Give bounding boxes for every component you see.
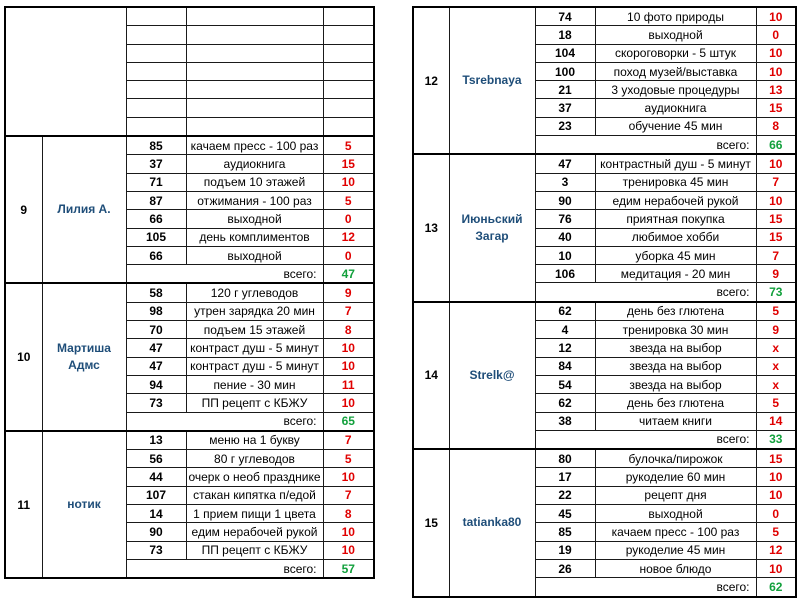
task-code: 70 [126,321,186,339]
task-name: выходной [186,246,323,264]
task-points: 14 [756,412,796,430]
task-code: 87 [126,191,186,209]
participant-number: 11 [5,431,42,578]
task-points: x [756,375,796,393]
task-code: 38 [535,412,595,430]
task-name: звезда на выбор [595,375,756,393]
total-value: 62 [756,578,796,597]
task-name: любимое хобби [595,228,756,246]
blank-cell [126,117,186,136]
task-points: 9 [323,283,374,302]
blank-cell [186,44,323,62]
participant-name: Strelk@ [449,302,535,449]
blank-cell [323,7,374,26]
task-points: 10 [323,468,374,486]
task-points: 5 [323,191,374,209]
total-label: всего: [126,265,323,284]
blank-cell [323,44,374,62]
blank-cell [186,26,323,44]
task-points: 7 [756,173,796,191]
task-code: 14 [126,505,186,523]
task-name: рецепт дня [595,486,756,504]
task-code: 10 [535,246,595,264]
task-name: булочка/пирожок [595,449,756,468]
participant-name: нотик [42,431,126,578]
task-points: 13 [756,81,796,99]
task-name: едим нерабочей рукой [595,191,756,209]
task-points: 8 [323,321,374,339]
task-name: контраст душ - 5 минут [186,339,323,357]
blank-cell [323,99,374,117]
task-name: тренировка 30 мин [595,321,756,339]
task-name: стакан кипятка п/едой [186,486,323,504]
task-name: подъем 15 этажей [186,321,323,339]
participant-name: Июньский Загар [449,154,535,301]
blank-cell [186,81,323,99]
task-points: 8 [756,117,796,135]
task-points: 7 [323,486,374,504]
total-label: всего: [535,430,756,449]
task-code: 18 [535,26,595,44]
task-points: 15 [756,449,796,468]
participant-number: 9 [5,136,42,283]
task-name: ПП рецепт с КБЖУ [186,394,323,412]
task-code: 90 [535,191,595,209]
task-points: 10 [323,357,374,375]
task-name: новое блюдо [595,559,756,577]
table-row [5,283,374,302]
task-points: 10 [756,154,796,173]
task-code: 100 [535,62,595,80]
task-code: 85 [126,136,186,155]
task-name: отжимания - 100 раз [186,191,323,209]
blank-cell [126,62,186,80]
task-code: 66 [126,210,186,228]
task-code: 58 [126,283,186,302]
task-points: 15 [756,99,796,117]
blank-cell [126,26,186,44]
task-code: 104 [535,44,595,62]
task-points: 9 [756,265,796,283]
table-row [413,449,796,468]
task-name: звезда на выбор [595,357,756,375]
task-points: 10 [756,7,796,26]
task-name: 3 уходовые процедуры [595,81,756,99]
blank-group-cell [5,7,126,136]
table-row [413,7,796,26]
task-code: 62 [535,302,595,321]
participant-number: 10 [5,283,42,430]
task-code: 23 [535,117,595,135]
task-code: 3 [535,173,595,191]
task-code: 4 [535,321,595,339]
task-name: день комплиментов [186,228,323,246]
task-code: 98 [126,302,186,320]
task-name: тренировка 45 мин [595,173,756,191]
task-points: 5 [756,302,796,321]
task-name: аудиокнига [595,99,756,117]
task-code: 40 [535,228,595,246]
task-points: 5 [756,394,796,412]
task-name: ПП рецепт с КБЖУ [186,541,323,559]
task-code: 71 [126,173,186,191]
total-label: всего: [535,283,756,302]
task-name: день без глютена [595,302,756,321]
task-code: 13 [126,431,186,450]
total-value: 57 [323,559,374,578]
task-points: 10 [323,339,374,357]
task-code: 21 [535,81,595,99]
task-code: 94 [126,375,186,393]
task-points: 10 [756,44,796,62]
task-name: рукоделие 45 мин [595,541,756,559]
participant-number: 13 [413,154,449,301]
task-code: 85 [535,523,595,541]
participant-name: Лилия А. [42,136,126,283]
task-points: 10 [756,191,796,209]
task-name: читаем книги [595,412,756,430]
task-name: выходной [595,26,756,44]
task-code: 37 [126,155,186,173]
task-code: 66 [126,246,186,264]
task-code: 45 [535,505,595,523]
task-points: 10 [323,173,374,191]
task-code: 47 [535,154,595,173]
task-code: 105 [126,228,186,246]
task-points: 15 [756,228,796,246]
task-name: подъем 10 этажей [186,173,323,191]
blank-cell [186,7,323,26]
task-points: 10 [756,62,796,80]
task-code: 44 [126,468,186,486]
task-code: 73 [126,541,186,559]
task-points: 7 [323,302,374,320]
task-name: приятная покупка [595,210,756,228]
total-label: всего: [126,412,323,431]
task-name: медитация - 20 мин [595,265,756,283]
task-name: скороговорки - 5 штук [595,44,756,62]
task-name: 120 г углеводов [186,283,323,302]
task-points: 10 [756,468,796,486]
task-points: 5 [323,136,374,155]
task-points: 0 [323,246,374,264]
task-points: 12 [756,541,796,559]
blank-cell [126,81,186,99]
task-name: аудиокнига [186,155,323,173]
participant-name: Мартиша Адмс [42,283,126,430]
task-code: 74 [535,7,595,26]
task-name: рукоделие 60 мин [595,468,756,486]
table-row [5,431,374,450]
total-value: 47 [323,265,374,284]
participant-name: Tsrebnaya [449,7,535,154]
task-name: меню на 1 букву [186,431,323,450]
participant-name: tatianka80 [449,449,535,596]
total-label: всего: [535,136,756,155]
task-points: 15 [323,155,374,173]
blank-cell [126,7,186,26]
task-points: 0 [756,26,796,44]
task-name: пение - 30 мин [186,375,323,393]
blank-cell [186,62,323,80]
blank-cell [126,44,186,62]
task-code: 107 [126,486,186,504]
task-name: звезда на выбор [595,339,756,357]
task-name: едим нерабочей рукой [186,523,323,541]
task-code: 76 [535,210,595,228]
table-row [5,136,374,155]
total-value: 73 [756,283,796,302]
task-name: качаем пресс - 100 раз [595,523,756,541]
total-label: всего: [126,559,323,578]
blank-cell [126,99,186,117]
task-points: x [756,357,796,375]
task-points: 7 [323,431,374,450]
blank-cell [186,117,323,136]
task-name: уборка 45 мин [595,246,756,264]
blank-cell [323,117,374,136]
task-name: выходной [186,210,323,228]
task-name: очерк о необ празднике [186,468,323,486]
task-name: 80 г углеводов [186,450,323,468]
task-points: 9 [756,321,796,339]
task-code: 12 [535,339,595,357]
task-code: 19 [535,541,595,559]
task-points: 8 [323,505,374,523]
task-points: 12 [323,228,374,246]
task-name: 1 прием пищи 1 цвета [186,505,323,523]
task-code: 47 [126,339,186,357]
right-score-table [412,6,797,598]
task-name: 10 фото природы [595,7,756,26]
task-name: обучение 45 мин [595,117,756,135]
participant-number: 14 [413,302,449,449]
task-code: 80 [535,449,595,468]
task-name: качаем пресс - 100 раз [186,136,323,155]
task-points: 7 [756,246,796,264]
task-points: 10 [323,523,374,541]
task-code: 56 [126,450,186,468]
task-code: 54 [535,375,595,393]
task-code: 73 [126,394,186,412]
task-code: 84 [535,357,595,375]
task-name: день без глютена [595,394,756,412]
task-code: 22 [535,486,595,504]
table-row [413,302,796,321]
total-value: 65 [323,412,374,431]
task-name: контраст душ - 5 минут [186,357,323,375]
task-name: утрен зарядка 20 мин [186,302,323,320]
task-code: 26 [535,559,595,577]
blank-cell [323,81,374,99]
task-name: контрастный душ - 5 минут [595,154,756,173]
task-code: 106 [535,265,595,283]
participant-number: 15 [413,449,449,596]
task-code: 17 [535,468,595,486]
task-code: 62 [535,394,595,412]
task-points: 0 [323,210,374,228]
blank-cell [323,62,374,80]
task-points: 11 [323,375,374,393]
left-score-table [4,6,375,579]
total-label: всего: [535,578,756,597]
task-points: 10 [756,559,796,577]
blank-row [5,7,374,26]
task-points: 5 [323,450,374,468]
blank-cell [323,26,374,44]
task-points: 10 [323,394,374,412]
task-name: выходной [595,505,756,523]
task-name: поход музей/выставка [595,62,756,80]
task-points: 10 [323,541,374,559]
participant-number: 12 [413,7,449,154]
task-code: 37 [535,99,595,117]
total-value: 66 [756,136,796,155]
task-code: 90 [126,523,186,541]
task-points: 10 [756,486,796,504]
task-code: 47 [126,357,186,375]
task-points: 0 [756,505,796,523]
task-points: x [756,339,796,357]
task-points: 5 [756,523,796,541]
blank-cell [186,99,323,117]
task-points: 15 [756,210,796,228]
total-value: 33 [756,430,796,449]
table-row [413,154,796,173]
